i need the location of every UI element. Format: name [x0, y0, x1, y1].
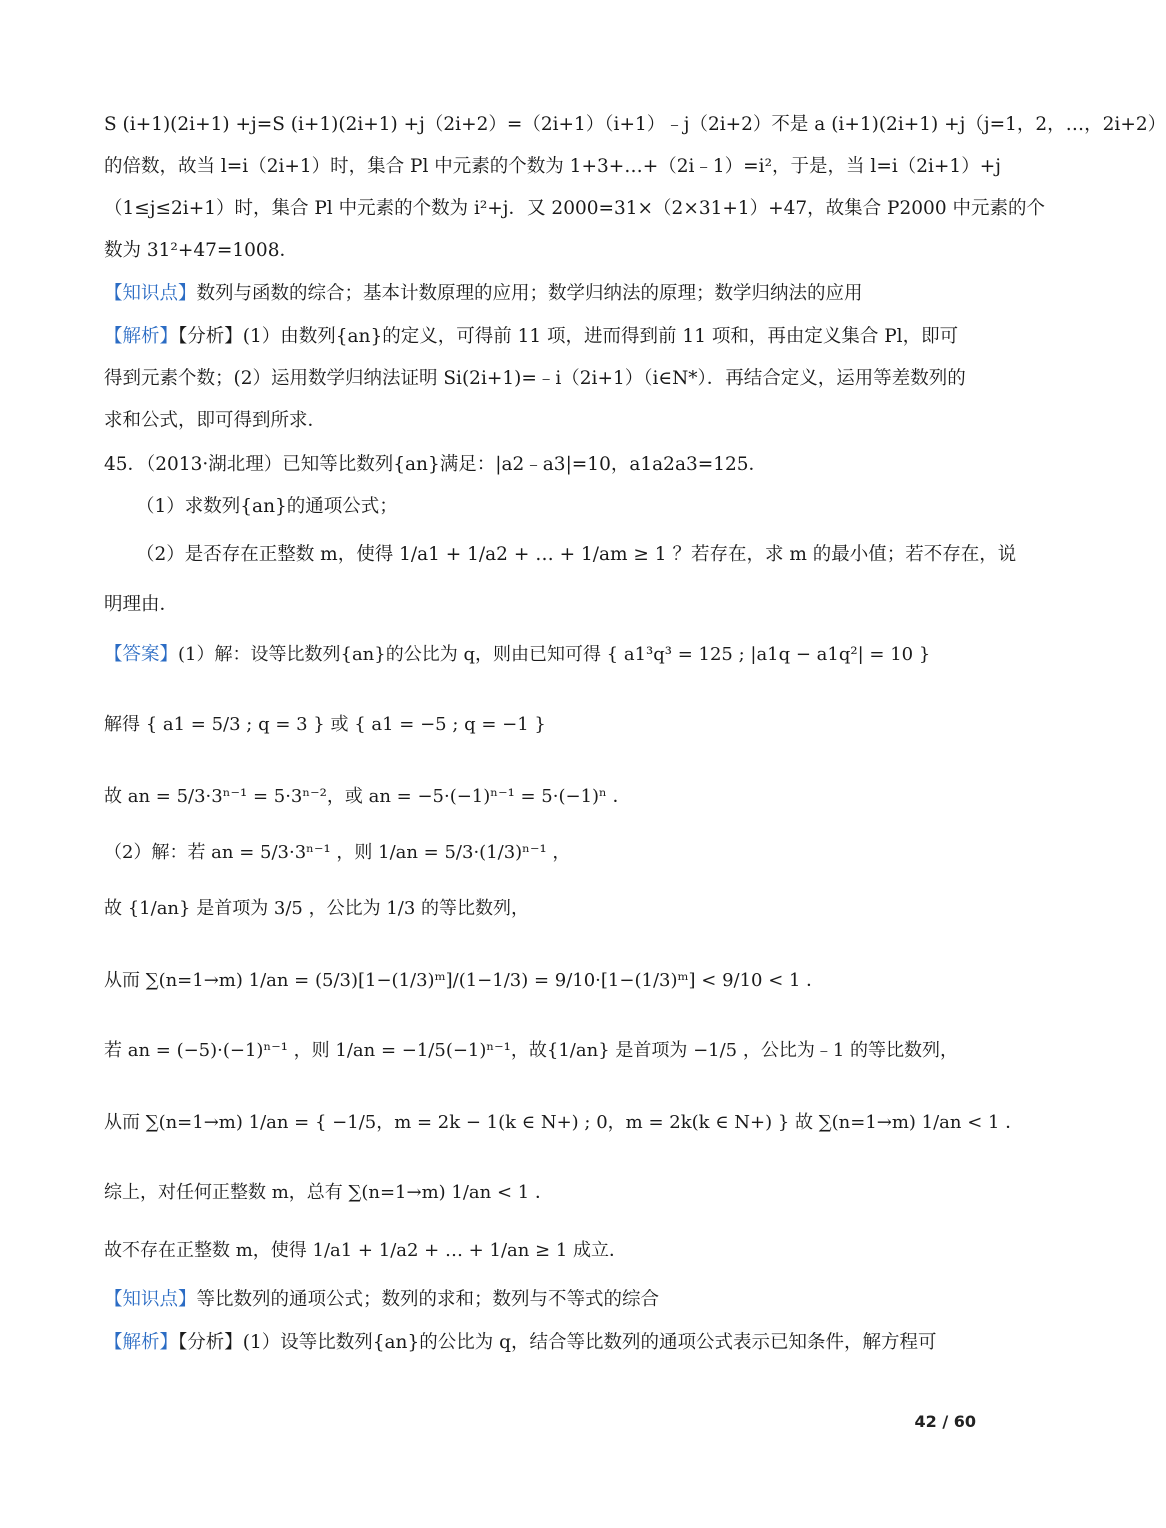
answer-line: 从而 ∑(n=1→m) 1/an = { −1/5，m = 2k − 1(k ∈ N+) ; 0，m = 2k(k ∈ N+) } 故 ∑(n=1→m) 1/an < 1 ． — [104, 1112, 1024, 1133]
analysis-1-line — [104, 324, 976, 350]
analysis-text: 【分析】(1）由数列{an}的定义，可得前 11 项，进而得到前 11 项和，再由定义集合 Pl，即可 — [178, 326, 959, 347]
answer-line: 若 an = (−5)·(−1)ⁿ⁻¹ ，则 1/an = −1/5(−1)ⁿ⁻¹，故{1/an} 是首项为 −1/5 ，公比为﹣1 的等比数列， — [104, 1040, 959, 1061]
answer-line: 从而 ∑(n=1→m) 1/an = (5/3)[1−(1/3)ᵐ]/(1−1/3) = 9/10·[1−(1/3)ᵐ] < 9/10 < 1 ． — [104, 970, 825, 991]
text-line: 的倍数，故当 l=i（2i+1）时，集合 Pl 中元素的个数为 1+3+…+（2i﹣1）=i²，于是，当 l=i（2i+1）+j — [104, 156, 1001, 177]
question-part-2: （2）是否存在正整数 m，使得 1/a1 + 1/a2 + … + 1/am ≥ 1 ？若存在，求 m 的最小值；若不存在，说 — [136, 544, 1017, 565]
text-line: （1≤j≤2i+1）时，集合 Pl 中元素的个数为 i²+j．又 2000=31×（2×31+1）+47，故集合 P2000 中元素的个 — [104, 198, 1045, 219]
text-line: S (i+1)(2i+1) +j=S (i+1)(2i+1) +j（2i+2）=（2i+1）（i+1）﹣j（2i+2）不是 a (i+1)(2i+1) +j（j=1，2，…，2i+2） — [104, 114, 1166, 135]
analysis-2-line — [104, 1330, 976, 1356]
answer-line: 故不存在正整数 m，使得 1/a1 + 1/a2 + … + 1/an ≥ 1 成立． — [104, 1240, 628, 1261]
page-number: 42 / 60 — [914, 1412, 976, 1431]
analysis-1-line: 求和公式，即可得到所求． — [104, 410, 327, 431]
question-part-1: （1）求数列{an}的通项公式； — [136, 496, 398, 517]
answer-line: （2）解：若 an = 5/3·3ⁿ⁻¹ ，则 1/an = 5/3·(1/3)ⁿ⁻¹ ， — [104, 842, 571, 863]
answer-tag: 【答案】 — [104, 644, 179, 665]
answer-line: 综上，对任何正整数 m，总有 ∑(n=1→m) 1/an < 1 ． — [104, 1182, 553, 1203]
knowledge-text: 等比数列的通项公式；数列的求和；数列与不等式的综合 — [196, 1289, 660, 1310]
answer-line — [104, 642, 976, 668]
answer-text: (1）解：设等比数列{an}的公比为 q，则由已知可得 { a1³q³ = 125 ; |a1q − a1q²| = 10 } — [178, 644, 931, 665]
knowledge-tag: 【知识点】 — [104, 283, 197, 304]
analysis-1-line: 得到元素个数；(2）运用数学归纳法证明 Si(2i+1)=﹣i（2i+1）（i∈N*）．再结合定义，运用等差数列的 — [104, 368, 966, 389]
text-line: 数为 31²+47=1008． — [104, 240, 298, 261]
question-header: 45．（2013·湖北理）已知等比数列{an}满足：|a2﹣a3|=10，a1a2a3=125． — [104, 454, 768, 475]
analysis-text: 【分析】(1）设等比数列{an}的公比为 q，结合等比数列的通项公式表示已知条件，解方程可 — [178, 1332, 937, 1353]
knowledge-point-1 — [104, 281, 976, 307]
knowledge-point-2 — [104, 1287, 976, 1313]
analysis-tag: 【解析】 — [104, 1332, 179, 1353]
answer-line: 解得 { a1 = 5/3 ; q = 3 } 或 { a1 = −5 ; q = −1 } — [104, 714, 546, 735]
answer-line: 故 an = 5/3·3ⁿ⁻¹ = 5·3ⁿ⁻²，或 an = −5·(−1)ⁿ⁻¹ = 5·(−1)ⁿ ． — [104, 786, 631, 807]
answer-line: 故 {1/an} 是首项为 3/5 ，公比为 1/3 的等比数列， — [104, 898, 530, 919]
knowledge-text: 数列与函数的综合；基本计数原理的应用；数学归纳法的原理；数学归纳法的应用 — [196, 283, 863, 304]
question-part-2-cont: 明理由． — [104, 594, 179, 615]
knowledge-tag: 【知识点】 — [104, 1289, 197, 1310]
analysis-tag: 【解析】 — [104, 326, 179, 347]
